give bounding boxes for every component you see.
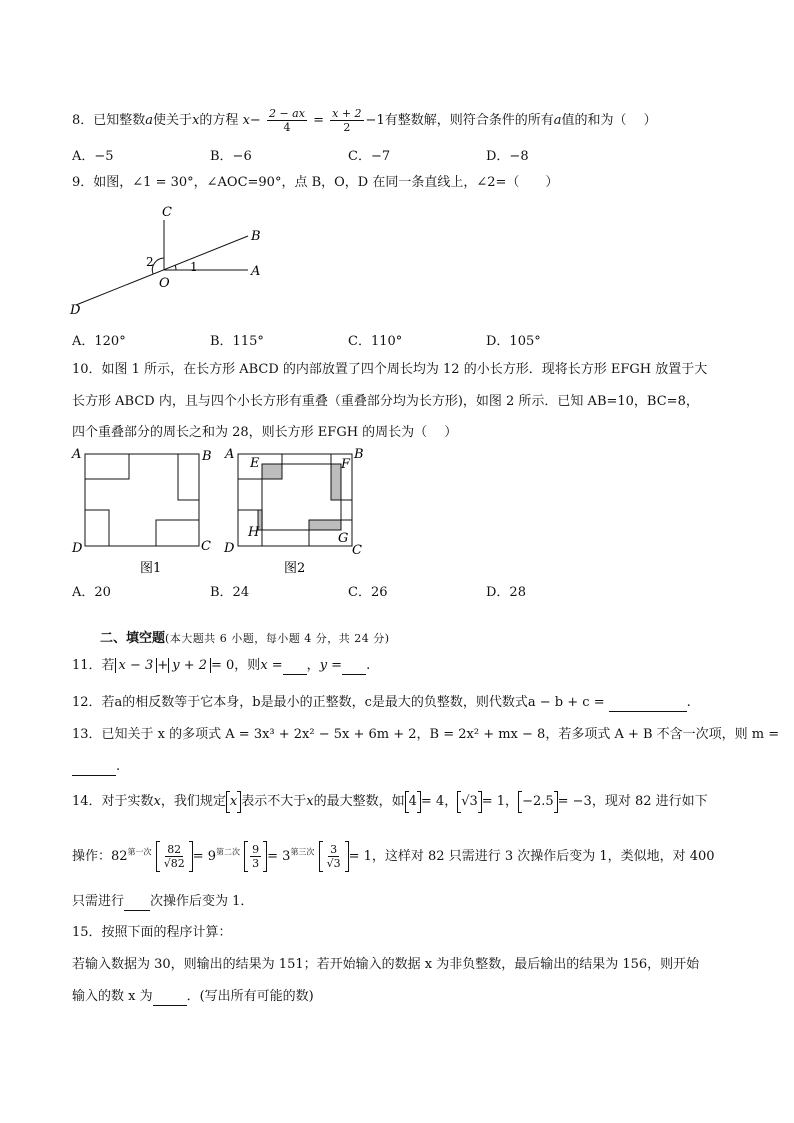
fig2-label-h: H — [248, 525, 260, 540]
q11-sep: ， — [306, 658, 320, 673]
q13-line2 — [72, 758, 120, 776]
q14-var-x: x — [153, 794, 161, 809]
label-d: D — [70, 303, 81, 318]
q14-f3 — [325, 843, 343, 870]
fig2-label-d: D — [224, 541, 235, 556]
q14-f2 — [250, 843, 261, 870]
q10-figure-1 — [68, 444, 218, 579]
q8-var-a2: a — [553, 113, 562, 128]
q14-f3-den: √3 — [326, 857, 341, 870]
q14-eq1: = 1 — [348, 849, 372, 864]
q8-eq-x: x — [242, 113, 250, 128]
fig1-label-b: B — [202, 449, 212, 464]
q10-option-a[interactable]: A．20 — [72, 585, 111, 600]
q12-end: . — [686, 695, 691, 710]
q10-line3: 四个重叠部分的周长之和为 28，则长方形 EFGH 的周长为（ ） — [72, 425, 458, 440]
section-2-note: (本大题共 6 小题，每小题 4 分，共 24 分) — [165, 632, 390, 645]
q8-line — [72, 107, 657, 134]
overlap-right — [331, 464, 341, 500]
q14-floor-neg2-5: −2.5 — [518, 793, 558, 811]
q11-plus: + — [157, 658, 169, 673]
q11-mid: ，则 — [234, 658, 261, 673]
q8-rest2: 值的和为（ ） — [561, 113, 657, 128]
q11-y-blank[interactable] — [342, 660, 366, 675]
q14-var-x2: x — [306, 794, 314, 809]
q8-f2-den: 2 — [343, 121, 351, 134]
q9-figure — [68, 200, 278, 318]
q8-option-d[interactable]: D．−8 — [486, 149, 529, 164]
q14-f2-den: 3 — [252, 857, 260, 870]
q14-f1 — [162, 843, 187, 870]
q14-ex2r: = 1， — [481, 794, 519, 809]
q14-line3a: 只需进行 — [72, 894, 125, 909]
q14-blank[interactable] — [124, 896, 150, 911]
fig2-caption: 图2 — [284, 561, 306, 576]
q8-var-x: x — [192, 113, 200, 128]
q14-f3-num: 3 — [330, 843, 338, 856]
q8-f1-den: 4 — [283, 121, 291, 134]
fig1-caption: 图1 — [140, 561, 162, 576]
q14-floor-4: 4 — [405, 793, 421, 811]
q11-y-eq: y = — [319, 658, 343, 673]
q10-line2: 长方形 ABCD 内，且与四个小长方形有重叠（重叠部分均为长方形)，如图 2 所示．已知 AB=10，BC=8， — [72, 394, 699, 409]
fig2-label-c: C — [352, 543, 362, 558]
q8-option-a[interactable]: A．−5 — [72, 149, 114, 164]
label-a: A — [251, 264, 261, 279]
q14-floor-f1 — [156, 843, 193, 870]
q14-step1: 第一次 — [127, 847, 152, 857]
q14-line1b: ，我们规定 — [160, 794, 226, 809]
q14-f1-den: √82 — [163, 857, 185, 870]
q15-line3a: 输入的数 x 为 — [72, 989, 153, 1004]
q13-blank[interactable] — [72, 761, 116, 776]
q14-eq9: = 9 — [192, 849, 216, 864]
q11-x-eq: x = — [260, 658, 283, 673]
q9-option-c[interactable]: C．110° — [348, 334, 403, 349]
q11-eq0: = 0 — [211, 658, 235, 673]
q12-line — [72, 694, 691, 712]
q14-line1c: 表示不大于 — [241, 794, 307, 809]
fig2-label-f: F — [341, 457, 351, 472]
q15-line2: 若输入数据为 30，则输出的结果为 151；若开始输入的数据 x 为非负整数，最后输出的结果为 156，则开始 — [72, 957, 700, 972]
q14-step2: 第二次 — [216, 847, 240, 857]
q8-eq-equals: = — [313, 113, 324, 128]
label-angle-2: 2 — [146, 255, 154, 269]
q8-option-b[interactable]: B．−6 — [210, 149, 252, 164]
label-o: O — [159, 276, 170, 291]
q8-mid1: 使关于 — [153, 113, 193, 128]
q14-ex3r: = −3，现对 82 进行如下 — [557, 794, 708, 809]
q11-end: . — [366, 658, 371, 673]
label-angle-1: 1 — [190, 260, 198, 274]
angle-1-arc — [175, 265, 176, 270]
fig2-label-a: A — [225, 447, 235, 462]
q8-f2-num: x + 2 — [332, 107, 362, 120]
q13-end: . — [116, 759, 121, 774]
q14-step3: 第三次 — [290, 847, 315, 857]
label-b: B — [251, 229, 261, 244]
q14-floor-sqrt3: √3 — [457, 793, 482, 811]
q8-lead: 8．已知整数 — [72, 113, 146, 128]
fig1-label-a: A — [72, 447, 82, 462]
fig1-label-d: D — [72, 541, 83, 556]
fig2-label-e: E — [250, 456, 260, 471]
q14-line2a: 操作：82 — [72, 849, 128, 864]
q14-line1 — [72, 793, 708, 811]
overlap-top — [262, 464, 282, 479]
q15-blank[interactable] — [153, 991, 187, 1006]
q14-line3 — [72, 893, 253, 911]
q9-text: 9．如图，∠1 = 30°，∠AOC=90°，点 B，O，D 在同一条直线上，∠2=（ ） — [72, 175, 559, 190]
q9-option-b[interactable]: B．115° — [210, 334, 264, 349]
q14-line2 — [72, 843, 715, 870]
fig2-label-g: G — [338, 531, 349, 546]
q8-f1-num: 2 − ax — [268, 107, 305, 120]
q13-line: 13．已知关于 x 的多项式 A = 3x³ + 2x² − 5x + 6m + 2，B = 2x² + mx − 8，若多项式 A + B 不含一次项，则 m = — [72, 727, 780, 742]
q11-x-blank[interactable] — [283, 660, 307, 675]
q8-eq-minus: − — [249, 113, 261, 128]
small-rect-right — [178, 454, 199, 500]
q8-var-a: a — [145, 113, 154, 128]
q14-line1d: 的最大整数，如 — [313, 794, 405, 809]
q8-fraction-2 — [330, 107, 363, 134]
q14-f2-num: 9 — [252, 843, 260, 856]
q8-fraction-1 — [267, 107, 307, 134]
q14-floor-x: x — [226, 793, 241, 811]
small-rect-left — [85, 510, 109, 546]
q8-eq-tail: −1 — [365, 113, 385, 128]
q11-lead: 11．若 — [72, 658, 115, 673]
q10-line1: 10．如图 1 所示，在长方形 ABCD 的内部放置了四个周长均为 12 的小长方形．现将长方形 EFGH 放置于大 — [72, 362, 708, 377]
q9-option-a[interactable]: A．120° — [72, 334, 126, 349]
small-rect-top — [85, 454, 129, 479]
q11-line — [72, 657, 370, 675]
label-c: C — [162, 205, 172, 220]
q15-line3 — [72, 988, 314, 1006]
q9-option-d[interactable]: D．105° — [486, 334, 541, 349]
q14-eq3: = 3 — [267, 849, 291, 864]
q12-blank[interactable] — [609, 697, 687, 712]
q10-option-b[interactable]: B．24 — [210, 585, 250, 600]
q14-line2b: ，这样对 82 只需进行 3 次操作后变为 1，类似地，对 400 — [371, 849, 715, 864]
q14-line3b: 次操作后变为 1． — [150, 894, 254, 909]
q8-mid2: 的方程 — [199, 113, 239, 128]
q15-line1: 15．按照下面的程序计算： — [72, 925, 232, 940]
q14-ex1r: = 4， — [420, 794, 458, 809]
q10-option-d[interactable]: D．28 — [486, 585, 526, 600]
q15-line3b: ．(写出所有可能的数) — [186, 989, 314, 1004]
small-rect-bottom — [156, 520, 199, 546]
section-2-heading — [100, 627, 390, 646]
overlap-bottom — [309, 520, 341, 530]
q12-text: 12．若a的相反数等于它本身，b是最小的正整数，c是最大的负整数，则代数式a − b + c = — [72, 695, 605, 710]
q11-abs-1: x − 3 — [115, 658, 158, 673]
q11-abs-2: y + 2 — [168, 658, 211, 673]
q14-line1a: 14．对于实数 — [72, 794, 154, 809]
q10-option-c[interactable]: C．26 — [348, 585, 388, 600]
q14-floor-f2 — [244, 843, 267, 870]
q10-figure-2 — [222, 444, 372, 579]
q8-rest1: 有整数解，则符合条件的所有 — [384, 113, 554, 128]
q8-option-c[interactable]: C．−7 — [348, 149, 391, 164]
fig1-label-c: C — [201, 539, 211, 554]
section-2-title: 二、填空题 — [100, 631, 166, 646]
q14-floor-f3 — [319, 843, 349, 870]
q14-f1-num: 82 — [167, 843, 182, 856]
fig2-label-b: B — [354, 447, 364, 462]
